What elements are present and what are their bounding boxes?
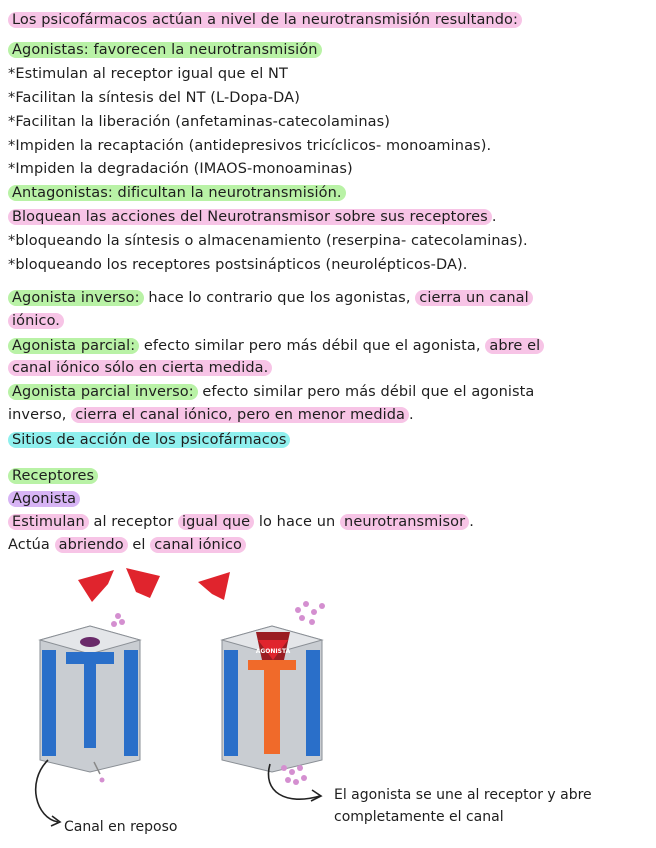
r1-t1: al receptor — [88, 514, 178, 530]
agonista-parcial-hl1: abre el — [485, 338, 544, 354]
r1-t3: . — [469, 514, 474, 530]
agonista-parcial-inverso-end: . — [409, 407, 414, 423]
agonistas-item: *Impiden la degradación (IMAOS-monoaminas) — [8, 161, 353, 177]
agonistas-item: *Facilitan la liberación (anfetaminas-catecolaminas) — [8, 114, 391, 130]
receptor-open — [222, 601, 325, 785]
agonist-molecule-icon — [198, 572, 230, 600]
antagonistas-lead: Bloquean las acciones del Neurotransmisor sobre sus receptores — [8, 209, 492, 225]
agonista-parcial-line2 — [8, 358, 272, 378]
antagonistas-item: *bloqueando la síntesis o almacenamiento (reserpina- catecolaminas). — [8, 233, 528, 249]
receptores-title: Receptores — [8, 468, 98, 484]
caption-open-1: El agonista se une al receptor y abre — [334, 787, 592, 803]
agonista-parcial-inverso-line2 — [8, 405, 414, 425]
sitios-line — [8, 430, 290, 450]
receptores-line2 — [8, 535, 246, 555]
agonistas-title-line — [8, 40, 322, 60]
agonistas-item: *Facilitan la síntesis del NT (L-Dopa-DA) — [8, 90, 300, 106]
r2-t2: el — [127, 537, 151, 553]
r1-hl1: Estimulan — [8, 514, 89, 530]
intro-line — [8, 10, 522, 30]
r2-t1: Actúa — [8, 537, 55, 553]
caption-open-2: completamente el canal — [334, 809, 504, 825]
caption-resting: Canal en reposo — [64, 819, 178, 835]
sitios-title: Sitios de acción de los psicofármacos — [8, 432, 290, 448]
agonista-parcial-inverso-hl: cierra el canal iónico, pero en menor medida — [71, 407, 409, 423]
agonistas-title: Agonistas: favorecen la neurotransmisión — [8, 42, 322, 58]
agonista-inverso-hl2: iónico. — [8, 313, 64, 329]
agonista-tag: AGONISTA — [255, 648, 291, 655]
agonista-parcial-term: Agonista parcial: — [8, 338, 139, 354]
r1-hl2: igual que — [178, 514, 254, 530]
agonista-inverso-hl1: cierra un canal — [415, 290, 533, 306]
agonistas-item: *Estimulan al receptor igual que el NT — [8, 66, 288, 82]
r2-hl2: canal iónico — [150, 537, 246, 553]
arrowhead-icon — [311, 790, 321, 801]
agonist-molecule-icon — [78, 570, 114, 602]
antagonistas-title-line — [8, 183, 346, 203]
agonista-parcial-inverso-text2: inverso, — [8, 407, 72, 423]
agonista-parcial-inverso-text1: efecto similar pero más débil que el agonista — [197, 384, 535, 400]
agonista-parcial-inverso-line1 — [8, 382, 534, 402]
antagonistas-title: Antagonistas: dificultan la neurotransmisión. — [8, 185, 346, 201]
receptores-title-line — [8, 466, 98, 486]
agonista-label: Agonista — [8, 491, 80, 507]
agonista-label-line — [8, 489, 80, 509]
antagonistas-lead-end: . — [491, 209, 497, 225]
agonista-parcial-text: efecto similar pero más débil que el agonista, — [139, 338, 486, 354]
receptores-line1 — [8, 512, 474, 532]
agonista-inverso-line1 — [8, 288, 533, 308]
agonista-parcial-inverso-term: Agonista parcial inverso: — [8, 384, 198, 400]
agonist-molecule-icon — [126, 568, 160, 598]
antagonistas-lead-line — [8, 207, 497, 227]
r1-hl3: neurotransmisor — [340, 514, 469, 530]
intro-text: Los psicofármacos actúan a nivel de la neurotransmisión resultando: — [8, 12, 522, 28]
r1-t2: lo hace un — [254, 514, 341, 530]
curved-arrow-icon — [36, 760, 58, 822]
agonistas-item: *Impiden la recaptación (antidepresivos tricíclicos- monoaminas). — [8, 138, 492, 154]
agonista-inverso-term: Agonista inverso: — [8, 290, 144, 306]
antagonistas-item: *bloqueando los receptores postsinápticos (neurolépticos-DA). — [8, 257, 468, 273]
agonista-parcial-hl2: canal iónico sólo en cierta medida. — [8, 360, 272, 376]
receptor-resting — [40, 613, 140, 783]
agonista-inverso-text: hace lo contrario que los agonistas, — [143, 290, 416, 306]
r2-hl1: abriendo — [55, 537, 128, 553]
agonista-inverso-line2 — [8, 311, 64, 331]
agonista-parcial-line1 — [8, 336, 544, 356]
